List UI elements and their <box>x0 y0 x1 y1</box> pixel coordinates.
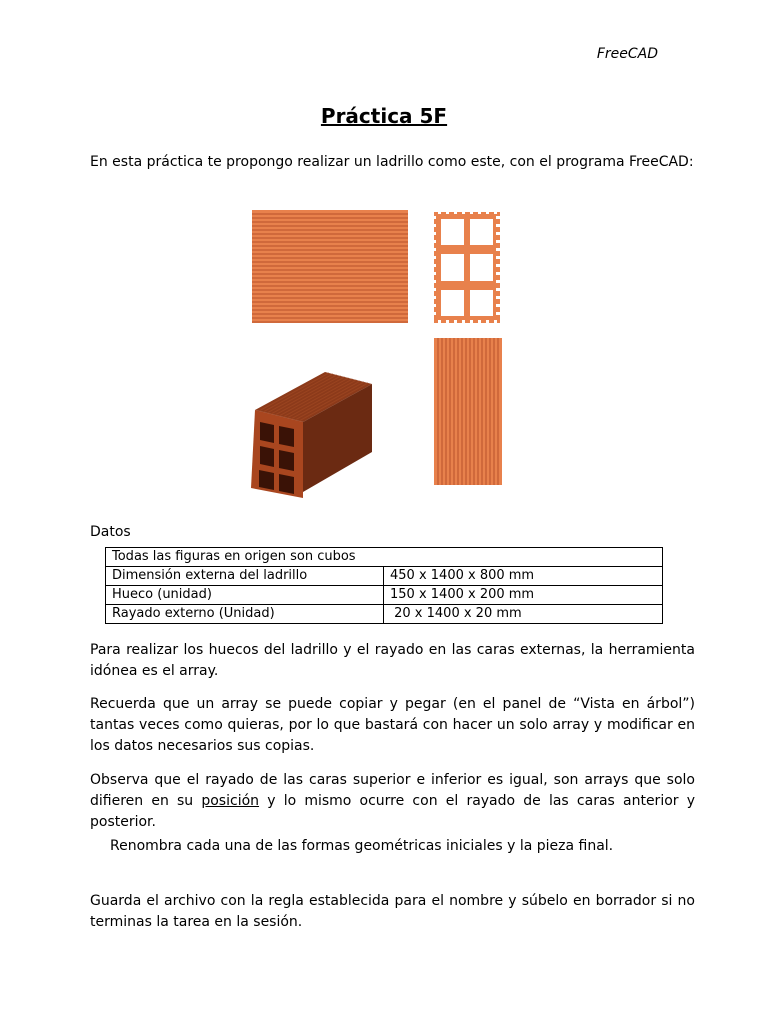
table-cell-name: Dimensión externa del ladrillo <box>106 567 384 586</box>
paragraph-copy-array: Recuerda que un array se puede copiar y pegar (en el panel de “Vista en árbol”) tantas veces como quieras, por lo que bastará con hacer un solo array y modificar en los datos necesarios sus copias. <box>90 696 695 754</box>
table-cell-value: 150 x 1400 x 200 mm <box>384 586 663 605</box>
paragraph-observe-text-b: y lo mismo ocurre con el rayado de las caras anterior y posterior. <box>90 793 695 830</box>
page-title: Práctica 5F <box>320 104 448 128</box>
table-cell-name: Rayado externo (Unidad) <box>106 605 384 624</box>
table-row <box>106 605 663 624</box>
paragraph-array-tool: Para realizar los huecos del ladrillo y el rayado en las caras externas, la herramienta idónea es el array. <box>90 642 695 679</box>
posicion-link[interactable]: posición <box>201 793 260 809</box>
datos-table <box>105 547 663 624</box>
table-cell-value: 450 x 1400 x 800 mm <box>384 567 663 586</box>
paragraph-save: Guarda el archivo con la regla establecida para el nombre y súbelo en borrador si no terminas la tarea en la sesión. <box>90 893 695 930</box>
table-cell-value: 20 x 1400 x 20 mm <box>384 605 663 624</box>
brick-isometric-view-icon <box>248 370 376 502</box>
table-header-cell: Todas las figuras en origen son cubos <box>106 548 663 567</box>
paragraph-observe <box>90 770 695 833</box>
table-row <box>106 548 663 567</box>
brick-front-view-icon <box>252 210 408 323</box>
paragraph-observe-text-a: Observa que el rayado de las caras superior e inferior es igual, son arrays que solo difieren en su <box>90 772 695 809</box>
table-cell-name: Hueco (unidad) <box>106 586 384 605</box>
table-row <box>106 567 663 586</box>
header-app-name: FreeCAD <box>596 46 658 62</box>
paragraph-rename: Renombra cada una de las formas geométricas iniciales y la pieza final. <box>110 838 614 854</box>
brick-side-view-icon <box>432 210 502 325</box>
table-row <box>106 586 663 605</box>
intro-paragraph: En esta práctica te propongo realizar un ladrillo como este, con el programa FreeCAD: <box>90 154 694 170</box>
datos-label: Datos <box>90 524 131 540</box>
brick-top-view-icon <box>434 338 502 485</box>
